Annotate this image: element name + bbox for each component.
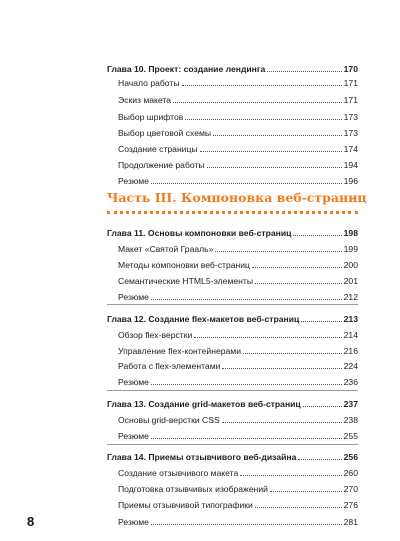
dot-leader bbox=[151, 183, 342, 184]
entry-title: Макет «Святой Грааль» bbox=[118, 244, 214, 254]
dot-leader bbox=[213, 135, 342, 136]
entry-page: 174 bbox=[343, 144, 358, 154]
entry-title: Начало работы bbox=[118, 78, 180, 88]
section-divider bbox=[107, 390, 358, 391]
toc-entry bbox=[118, 108, 358, 122]
dot-leader bbox=[267, 71, 341, 72]
entry-page: 255 bbox=[343, 431, 358, 441]
toc-entry bbox=[118, 480, 358, 494]
entry-page: 173 bbox=[343, 128, 358, 138]
dot-leader bbox=[255, 507, 342, 508]
entry-page: 237 bbox=[343, 399, 358, 409]
entry-title: Семантические HTML5-элементы bbox=[118, 276, 254, 286]
entry-title: Эскиз макета bbox=[118, 95, 172, 105]
entry-page: 196 bbox=[343, 176, 358, 186]
entry-page: 198 bbox=[343, 228, 358, 238]
dot-leader bbox=[151, 299, 342, 300]
toc-entry bbox=[118, 464, 358, 478]
toc-entry-chapter-11 bbox=[107, 224, 358, 238]
entry-title: Глава 12. Создание flex-макетов веб-страниц bbox=[107, 314, 300, 324]
toc-entry bbox=[118, 272, 358, 286]
entry-page: 270 bbox=[343, 484, 358, 494]
dot-leader bbox=[185, 119, 341, 120]
entry-page: 170 bbox=[343, 64, 358, 74]
dot-leader bbox=[252, 267, 342, 268]
entry-title: Создание отзывчивого макета bbox=[118, 468, 239, 478]
entry-page: 281 bbox=[343, 517, 358, 527]
toc-entry bbox=[118, 427, 358, 441]
entry-page: 194 bbox=[343, 160, 358, 170]
entry-title: Подготовка отзывчивых изображений bbox=[118, 484, 268, 494]
entry-title: Обзор flex-верстки bbox=[118, 330, 193, 340]
part-heading: Часть III. Компоновка веб-страниц bbox=[107, 190, 367, 205]
toc-entry bbox=[118, 288, 358, 302]
dot-leader bbox=[298, 459, 341, 460]
dot-leader bbox=[215, 251, 341, 252]
toc-entry-chapter-14 bbox=[107, 448, 358, 462]
toc-entry bbox=[118, 74, 358, 88]
toc-entry bbox=[118, 124, 358, 138]
dot-leader bbox=[182, 85, 342, 86]
dot-leader bbox=[151, 438, 342, 439]
entry-title: Резюме bbox=[118, 431, 149, 441]
section-divider bbox=[107, 304, 358, 305]
entry-page: 171 bbox=[343, 95, 358, 105]
entry-title: Создание страницы bbox=[118, 144, 198, 154]
entry-title: Резюме bbox=[118, 377, 149, 387]
toc-entry bbox=[118, 513, 358, 527]
toc-entry bbox=[118, 240, 358, 254]
entry-title: Выбор шрифтов bbox=[118, 112, 184, 122]
dot-leader bbox=[222, 368, 341, 369]
dot-leader bbox=[303, 406, 342, 407]
entry-page: 213 bbox=[343, 314, 358, 324]
entry-page: 200 bbox=[343, 260, 358, 270]
dot-leader bbox=[270, 491, 342, 492]
dot-leader bbox=[200, 151, 342, 152]
dot-leader bbox=[243, 353, 342, 354]
entry-title: Резюме bbox=[118, 176, 149, 186]
entry-title: Глава 13. Создание grid-макетов веб-страниц bbox=[107, 399, 301, 409]
entry-page: 212 bbox=[343, 292, 358, 302]
entry-page: 216 bbox=[343, 346, 358, 356]
dot-leader bbox=[151, 384, 342, 385]
toc-entry-chapter-12 bbox=[107, 310, 358, 324]
toc-entry-chapter-10 bbox=[107, 60, 358, 74]
part-heading-dotted-rule bbox=[107, 211, 358, 214]
toc-entry bbox=[118, 256, 358, 270]
entry-page: 173 bbox=[343, 112, 358, 122]
entry-title: Глава 14. Приемы отзывчивого веб-дизайна bbox=[107, 452, 297, 462]
toc-entry bbox=[118, 156, 358, 170]
toc-entry bbox=[118, 342, 358, 356]
toc-entry bbox=[118, 373, 358, 387]
toc-entry bbox=[118, 411, 358, 425]
dot-leader bbox=[194, 337, 341, 338]
page-number: 8 bbox=[27, 514, 35, 529]
entry-title: Глава 11. Основы компоновки веб-страниц bbox=[107, 228, 292, 238]
entry-page: 260 bbox=[343, 468, 358, 478]
entry-title: Глава 10. Проект: создание лендинга bbox=[107, 64, 266, 74]
entry-title: Резюме bbox=[118, 292, 149, 302]
entry-title: Методы компоновки веб-страниц bbox=[118, 260, 250, 270]
toc-entry bbox=[118, 91, 358, 105]
entry-title: Выбор цветовой схемы bbox=[118, 128, 212, 138]
dot-leader bbox=[255, 283, 342, 284]
entry-title: Основы grid-верстки CSS bbox=[118, 415, 220, 425]
entry-title: Управление flex-контейнерами bbox=[118, 346, 241, 356]
entry-page: 199 bbox=[343, 244, 358, 254]
toc-entry bbox=[118, 326, 358, 340]
dot-leader bbox=[293, 235, 341, 236]
entry-title: Продолжение работы bbox=[118, 160, 205, 170]
dot-leader bbox=[222, 422, 342, 423]
entry-title: Работа с flex-элементами bbox=[118, 361, 221, 371]
toc-entry-chapter-13 bbox=[107, 395, 358, 409]
entry-page: 214 bbox=[343, 330, 358, 340]
entry-page: 236 bbox=[343, 377, 358, 387]
entry-title: Резюме bbox=[118, 517, 149, 527]
dot-leader bbox=[173, 102, 342, 103]
entry-title: Приемы отзывчивой типографики bbox=[118, 500, 253, 510]
toc-entry bbox=[118, 357, 358, 371]
section-divider bbox=[107, 444, 358, 445]
entry-page: 171 bbox=[343, 78, 358, 88]
dot-leader bbox=[301, 321, 341, 322]
dot-leader bbox=[207, 167, 342, 168]
toc-entry bbox=[118, 172, 358, 186]
entry-page: 256 bbox=[343, 452, 358, 462]
dot-leader bbox=[240, 475, 341, 476]
toc-entry bbox=[118, 140, 358, 154]
entry-page: 238 bbox=[343, 415, 358, 425]
entry-page: 201 bbox=[343, 276, 358, 286]
entry-page: 224 bbox=[343, 361, 358, 371]
dot-leader bbox=[151, 524, 342, 525]
entry-page: 276 bbox=[343, 500, 358, 510]
toc-entry bbox=[118, 496, 358, 510]
